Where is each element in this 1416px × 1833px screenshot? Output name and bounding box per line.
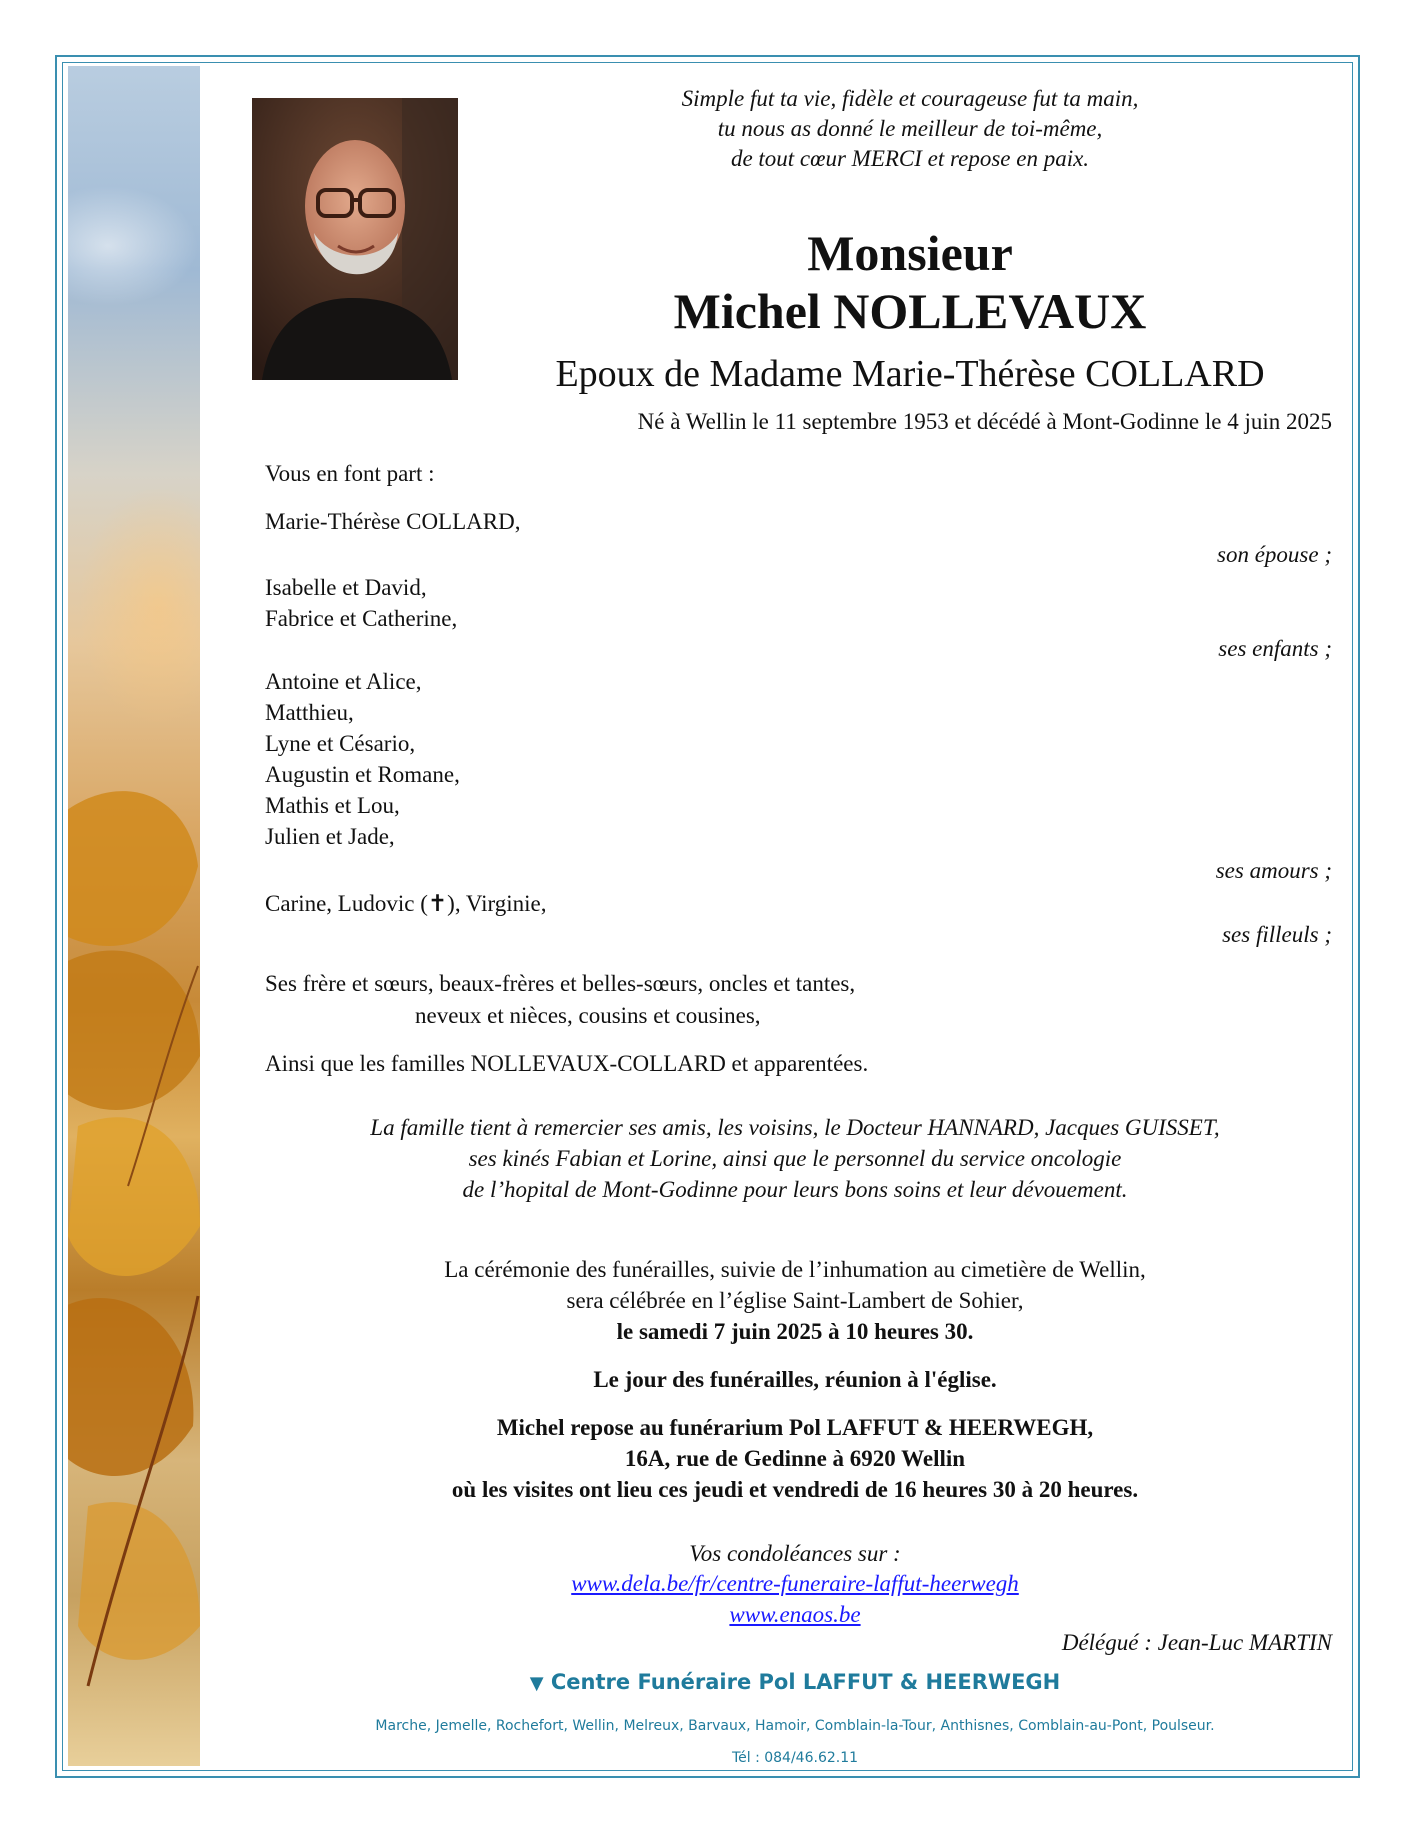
poem-line: de tout cœur MERCI et repose en paix.: [730, 146, 1090, 171]
funerarium-block: [230, 1412, 1360, 1505]
list-item: Fabrice et Catherine,: [265, 606, 458, 631]
honorific: Monsieur: [807, 225, 1013, 281]
list-item: Mathis et Lou,: [265, 793, 400, 818]
company-name: Centre Funéraire Pol LAFFUT & HEERWEGH: [550, 1670, 1061, 1694]
condolences-label: Vos condoléances sur :: [689, 1541, 901, 1566]
thanks-block: [230, 1112, 1360, 1205]
triangle-down-icon: ▼: [529, 1673, 544, 1694]
list-item: Julien et Jade,: [265, 824, 395, 849]
ceremony-line: La cérémonie des funérailles, suivie de l’inhumation au cimetière de Wellin,: [444, 1257, 1146, 1282]
ceremony-line: sera célébrée en l’église Saint-Lambert de Sohier,: [566, 1288, 1024, 1313]
autumn-leaves-image: [68, 66, 200, 1766]
thanks-line: ses kinés Fabian et Lorine, ainsi que le personnel du service oncologie: [468, 1146, 1122, 1171]
godchildren-role: ses filleuls ;: [1222, 922, 1332, 947]
gathering-line: Le jour des funérailles, réunion à l'église.: [593, 1367, 997, 1392]
poem-line: tu nous as donné le meilleur de toi-même,: [717, 116, 1103, 141]
birth-death-dates: Né à Wellin le 11 septembre 1953 et décédé à Mont-Godinne le 4 juin 2025: [637, 409, 1332, 434]
poem-line: Simple fut ta vie, fidèle et courageuse fut ta main,: [681, 86, 1139, 111]
deceased-name: Michel NOLLEVAUX: [673, 283, 1147, 339]
godchildren-text: Carine, Ludovic (: [265, 891, 428, 916]
announce-intro: Vous en font part :: [265, 461, 435, 486]
company-phone: Tél : 084/46.62.11: [731, 1750, 859, 1766]
funerarium-line: où les visites ont lieu ces jeudi et vendredi de 16 heures 30 à 20 heures.: [451, 1477, 1139, 1502]
spouse-role: son épouse ;: [1217, 542, 1332, 567]
ceremony-block: [230, 1254, 1360, 1347]
godchildren-text: ), Virginie,: [447, 891, 547, 916]
enaos-link[interactable]: www.enaos.be: [729, 1602, 861, 1627]
company-locations: Marche, Jemelle, Rochefort, Wellin, Melreux, Barvaux, Hamoir, Comblain-la-Tour, Anthisnes, Comblain-au-Pont, Poulseur.: [375, 1718, 1215, 1734]
grandchildren-list: [265, 666, 460, 852]
children-role: ses enfants ;: [1218, 636, 1332, 661]
company-name-line: [230, 1668, 1360, 1698]
list-item: Isabelle et David,: [265, 575, 427, 600]
list-item: Lyne et Césario,: [265, 731, 416, 756]
funerarium-line: Michel repose au funérarium Pol LAFFUT & HEERWEGH,: [496, 1415, 1094, 1440]
funerarium-line: 16A, rue de Gedinne à 6920 Wellin: [624, 1446, 966, 1471]
grandchildren-role: ses amours ;: [1215, 858, 1332, 883]
spouse-line: Epoux de Madame Marie-Thérèse COLLARD: [555, 353, 1265, 395]
condolences-links: [230, 1568, 1360, 1630]
spouse-name: Marie-Thérèse COLLARD,: [265, 509, 521, 534]
siblings-line-2: neveux et nièces, cousins et cousines,: [415, 1003, 761, 1028]
godchildren-line: [265, 888, 547, 920]
portrait-photo: [252, 98, 458, 380]
list-item: Augustin et Romane,: [265, 762, 460, 787]
thanks-line: de l’hopital de Mont-Godinne pour leurs bons soins et leur dévouement.: [462, 1177, 1128, 1202]
cross-icon: ✝: [427, 891, 448, 917]
dela-link[interactable]: www.dela.be/fr/centre-funeraire-laffut-heerwegh: [571, 1571, 1019, 1596]
thanks-line: La famille tient à remercier ses amis, les voisins, le Docteur HANNARD, Jacques GUISSET,: [370, 1115, 1220, 1140]
delegate: Délégué : Jean-Luc MARTIN: [1061, 1630, 1332, 1655]
deceased-name-block: [560, 224, 1260, 340]
siblings-line-1: Ses frère et sœurs, beaux-frères et belles-sœurs, oncles et tantes,: [265, 971, 856, 996]
ceremony-date: le samedi 7 juin 2025 à 10 heures 30.: [616, 1319, 974, 1344]
list-item: Antoine et Alice,: [265, 669, 422, 694]
poem: [560, 84, 1260, 174]
children-list: [265, 572, 457, 634]
families-line: Ainsi que les familles NOLLEVAUX-COLLARD et apparentées.: [265, 1051, 869, 1076]
list-item: Matthieu,: [265, 700, 354, 725]
